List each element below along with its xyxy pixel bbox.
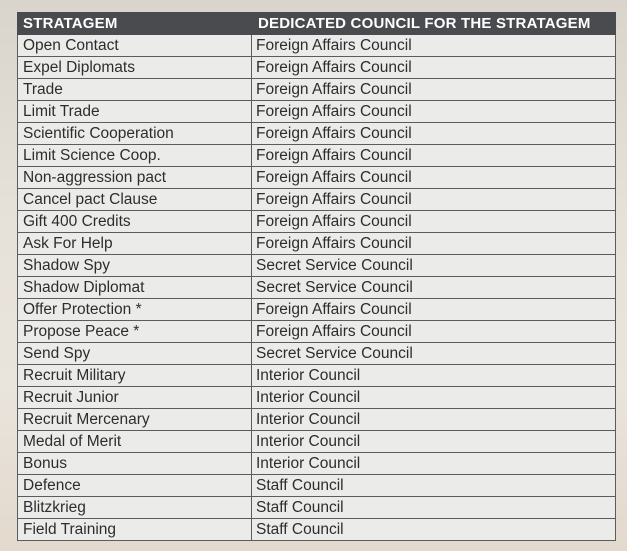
table-row	[18, 475, 616, 497]
council-cell: Foreign Affairs Council	[252, 57, 616, 79]
council-cell: Interior Council	[252, 387, 616, 409]
table-header	[18, 13, 616, 35]
table-row	[18, 189, 616, 211]
council-cell: Secret Service Council	[252, 277, 616, 299]
table-row	[18, 343, 616, 365]
table-row	[18, 409, 616, 431]
stratagem-cell: Defence	[18, 475, 252, 497]
council-cell: Secret Service Council	[252, 343, 616, 365]
council-cell: Foreign Affairs Council	[252, 35, 616, 57]
council-cell: Interior Council	[252, 365, 616, 387]
table-row	[18, 211, 616, 233]
stratagem-cell: Scientific Cooperation	[18, 123, 252, 145]
council-cell: Secret Service Council	[252, 255, 616, 277]
stratagem-cell: Recruit Military	[18, 365, 252, 387]
council-cell: Foreign Affairs Council	[252, 79, 616, 101]
council-cell: Foreign Affairs Council	[252, 189, 616, 211]
stratagem-cell: Gift 400 Credits	[18, 211, 252, 233]
table-row	[18, 453, 616, 475]
table-row	[18, 35, 616, 57]
stratagem-cell: Limit Trade	[18, 101, 252, 123]
stratagem-cell: Trade	[18, 79, 252, 101]
stratagem-cell: Shadow Diplomat	[18, 277, 252, 299]
table-row	[18, 365, 616, 387]
table-row	[18, 519, 616, 541]
stratagem-cell: Propose Peace *	[18, 321, 252, 343]
council-cell: Foreign Affairs Council	[252, 211, 616, 233]
council-cell: Foreign Affairs Council	[252, 145, 616, 167]
council-cell: Interior Council	[252, 431, 616, 453]
header-row	[18, 13, 616, 35]
council-cell: Foreign Affairs Council	[252, 233, 616, 255]
table-row	[18, 57, 616, 79]
header-dedicated-council: DEDICATED COUNCIL FOR THE STRATAGEM	[252, 13, 616, 35]
council-cell: Foreign Affairs Council	[252, 299, 616, 321]
table-row	[18, 123, 616, 145]
table-row	[18, 431, 616, 453]
council-cell: Foreign Affairs Council	[252, 321, 616, 343]
table-row	[18, 167, 616, 189]
table-row	[18, 277, 616, 299]
stratagem-table-container	[17, 12, 615, 541]
council-cell: Interior Council	[252, 453, 616, 475]
table-row	[18, 387, 616, 409]
stratagem-cell: Cancel pact Clause	[18, 189, 252, 211]
table-row	[18, 321, 616, 343]
table-row	[18, 497, 616, 519]
stratagem-cell: Offer Protection *	[18, 299, 252, 321]
council-cell: Foreign Affairs Council	[252, 123, 616, 145]
council-cell: Interior Council	[252, 409, 616, 431]
stratagem-cell: Bonus	[18, 453, 252, 475]
council-cell: Foreign Affairs Council	[252, 167, 616, 189]
stratagem-cell: Recruit Mercenary	[18, 409, 252, 431]
stratagem-cell: Non-aggression pact	[18, 167, 252, 189]
table-row	[18, 145, 616, 167]
stratagem-council-table	[17, 12, 616, 541]
stratagem-cell: Shadow Spy	[18, 255, 252, 277]
stratagem-cell: Blitzkrieg	[18, 497, 252, 519]
stratagem-cell: Send Spy	[18, 343, 252, 365]
stratagem-cell: Limit Science Coop.	[18, 145, 252, 167]
stratagem-cell: Ask For Help	[18, 233, 252, 255]
stratagem-cell: Recruit Junior	[18, 387, 252, 409]
stratagem-cell: Open Contact	[18, 35, 252, 57]
stratagem-cell: Field Training	[18, 519, 252, 541]
table-row	[18, 101, 616, 123]
table-body	[18, 35, 616, 541]
table-row	[18, 79, 616, 101]
council-cell: Staff Council	[252, 475, 616, 497]
stratagem-cell: Expel Diplomats	[18, 57, 252, 79]
table-row	[18, 299, 616, 321]
table-row	[18, 233, 616, 255]
council-cell: Staff Council	[252, 497, 616, 519]
header-stratagem: STRATAGEM	[18, 13, 252, 35]
table-row	[18, 255, 616, 277]
council-cell: Foreign Affairs Council	[252, 101, 616, 123]
stratagem-cell: Medal of Merit	[18, 431, 252, 453]
council-cell: Staff Council	[252, 519, 616, 541]
